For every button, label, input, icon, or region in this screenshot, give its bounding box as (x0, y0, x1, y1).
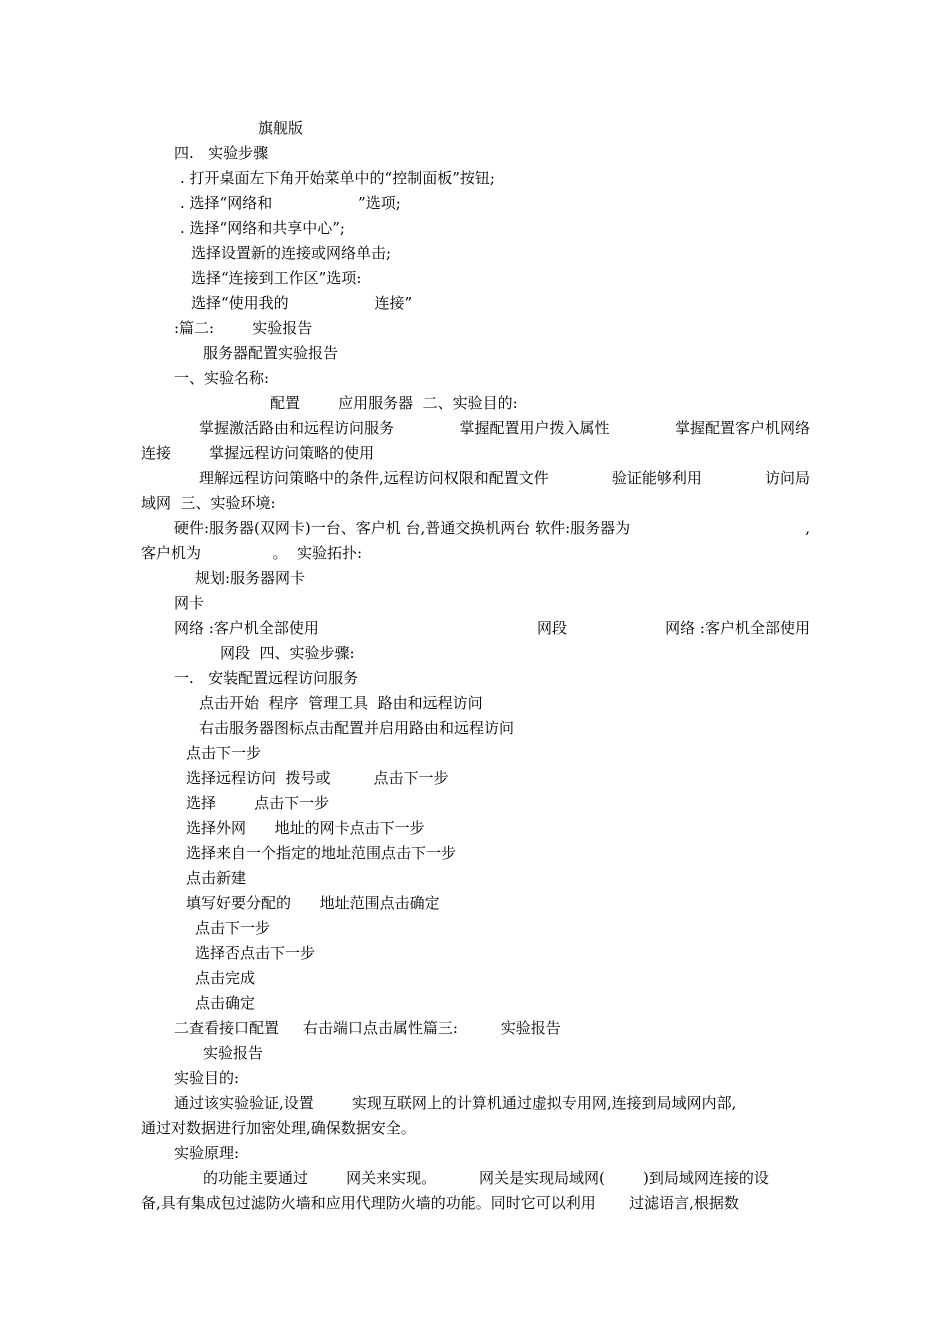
step-line: 选择 点击下一步 (186, 794, 330, 812)
step-line: 选择来自一个指定的地址范围点击下一步 (186, 844, 457, 862)
text-line: 网段 四、实验步骤: (220, 644, 355, 662)
text-line: 连接 掌握远程访问策略的使用 (141, 444, 375, 462)
text-fragment: 硬件:服务器(双网卡)一台、客户机 台,普通交换机两台 软件:服务器为 (174, 519, 631, 537)
text-line: 的功能主要通过 网关来实现。 网关是实现局域网( )到局域网连接的设 (203, 1169, 769, 1187)
step-line: 选择设置新的连接或网络单击; (191, 244, 392, 262)
text-fragment: , (805, 519, 810, 537)
text-fragment: 网络 :客户机全部使用 (174, 619, 319, 637)
text-fragment: 验证能够利用 (611, 469, 702, 487)
line-edition: 旗舰版 (258, 119, 304, 137)
step-line: 点击下一步 (195, 919, 271, 937)
text-fragment: 网络 :客户机全部使用 (665, 619, 810, 637)
text-line: 通过该实验验证,设置 实现互联网上的计算机通过虚拟专用网,连接到局域网内部, (174, 1094, 737, 1112)
text-line: 客户机为 。 实验拓扑: (141, 544, 363, 562)
step-line: 选择“使用我的 连接” (191, 294, 413, 312)
heading-name: 一、实验名称: (174, 369, 270, 387)
step-line: 右击服务器图标点击配置并启用路由和远程访问 (199, 719, 515, 737)
text-line: 规划:服务器网卡 (195, 569, 306, 587)
text-line: 网卡 (174, 594, 205, 612)
step-line: 点击确定 (195, 994, 256, 1012)
text-fragment: 理解远程访问策略中的条件,远程访问权限和配置文件 (199, 469, 549, 487)
text-fragment: 网段 (536, 619, 567, 637)
report-title: 实验报告 (203, 1044, 264, 1062)
step-line: 点击开始 程序 管理工具 路由和远程访问 (199, 694, 483, 712)
heading-steps: 四. 实验步骤 (174, 144, 269, 162)
step-line: 选择否点击下一步 (195, 944, 316, 962)
report-title: 服务器配置实验报告 (203, 344, 339, 362)
text-line: 备,具有集成包过滤防火墙和应用代理防火墙的功能。同时它可以利用 过滤语言,根据数 (141, 1194, 739, 1212)
text-fragment: 掌握配置客户机网络 (674, 419, 810, 437)
step-line: . 打开桌面左下角开始菜单中的“控制面板”按钮; (180, 169, 495, 187)
text-fragment: 掌握配置用户拨入属性 (459, 419, 610, 437)
heading-install: 一. 安装配置远程访问服务 (174, 669, 359, 687)
step-line: . 选择“网络和共享中心”; (180, 219, 345, 237)
heading-principle: 实验原理: (174, 1144, 240, 1162)
text-line-justified (174, 518, 810, 538)
step-line: 选择远程访问 拨号或 点击下一步 (186, 769, 449, 787)
text-line: 配置 应用服务器 二、实验目的: (270, 394, 518, 412)
text-line-justified (199, 418, 810, 438)
text-line: 域网 三、实验环境: (141, 494, 276, 512)
step-line: 点击完成 (195, 969, 256, 987)
text-line: 通过对数据进行加密处理,确保数据安全。 (141, 1119, 416, 1137)
step-line: 填写好要分配的 地址范围点击确定 (186, 894, 440, 912)
section-title: :篇二: 实验报告 (174, 319, 313, 337)
step-line: 选择外网 地址的网卡点击下一步 (186, 819, 425, 837)
step-line: 点击下一步 (186, 744, 262, 762)
text-fragment: 掌握激活路由和远程访问服务 (199, 419, 395, 437)
step-line: 点击新建 (186, 869, 247, 887)
text-line-justified (199, 468, 810, 488)
text-line: 二查看接口配置 右击端口点击属性篇三: 实验报告 (174, 1019, 561, 1037)
step-line: 选择“连接到工作区”选项: (191, 269, 362, 287)
text-line-justified (174, 618, 810, 638)
step-line: . 选择“网络和 ”选项; (180, 194, 401, 212)
text-fragment: 访问局 (764, 469, 810, 487)
heading-purpose: 实验目的: (174, 1069, 240, 1087)
